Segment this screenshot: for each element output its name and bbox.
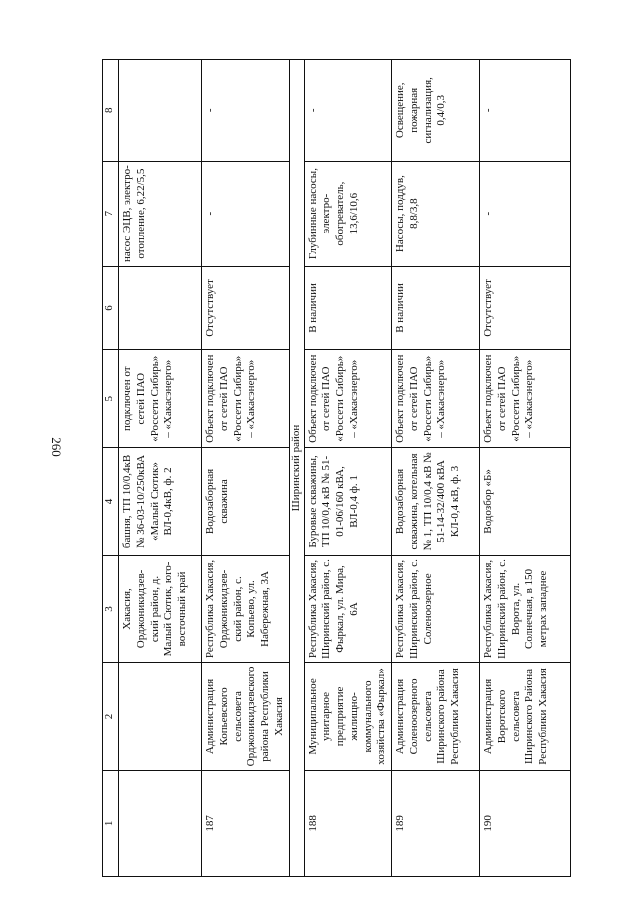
table-row bbox=[202, 60, 290, 877]
cell-other: - bbox=[480, 60, 571, 162]
cell-connection: Объект подключен от сетей ПАО «Россети Сибирь» – «Хакасэнерго» bbox=[480, 350, 571, 448]
cell-address: Республика Хакасия, Ширинский район, с. Соленоозерное bbox=[392, 555, 480, 663]
cell-num bbox=[119, 770, 202, 876]
cell-org: Администрация Копьевского сельсовета Орджоникидзевского района Республики Хакасия bbox=[202, 663, 290, 771]
rotated-table-wrapper bbox=[102, 59, 632, 877]
cell-other bbox=[119, 60, 202, 162]
table-row bbox=[392, 60, 480, 877]
cell-other: Освещение, пожарная сигнализация, 0,4/0,3 bbox=[392, 60, 480, 162]
table-row-continuation bbox=[119, 60, 202, 877]
header-cell: 5 bbox=[103, 350, 119, 448]
cell-status: Отсутствует bbox=[480, 266, 571, 350]
cell-object: Водозаборная скважина, котельная № 1, ТП 10/0,4 кВ № 51-14-32/400 кВА КЛ-0,4 кВ, ф. 3 bbox=[392, 448, 480, 556]
cell-equipment: - bbox=[202, 161, 290, 266]
cell-object: Водозаборная скважина bbox=[202, 448, 290, 556]
cell-org bbox=[119, 663, 202, 771]
header-row bbox=[103, 60, 119, 877]
header-cell: 2 bbox=[103, 663, 119, 771]
table-row bbox=[304, 60, 392, 877]
cell-status bbox=[119, 266, 202, 350]
cell-equipment: - bbox=[480, 161, 571, 266]
cell-org: Администрация Соленоозерного сельсовета Ширинского района Республики Хакасия bbox=[392, 663, 480, 771]
cell-num: 190 bbox=[480, 770, 571, 876]
power-objects-table bbox=[102, 59, 571, 877]
cell-status: В наличии bbox=[392, 266, 480, 350]
cell-connection: Объект подключен от сетей ПАО «Россети Сибирь» – «Хакасэнерго» bbox=[202, 350, 290, 448]
cell-num: 187 bbox=[202, 770, 290, 876]
header-cell: 1 bbox=[103, 770, 119, 876]
section-row bbox=[289, 60, 304, 877]
table-row bbox=[480, 60, 571, 877]
cell-other: - bbox=[202, 60, 290, 162]
page-number: 260 bbox=[49, 437, 64, 457]
cell-connection: подключен от сетей ПАО «Россети Сибирь» – «Хакасэнерго» bbox=[119, 350, 202, 448]
cell-num: 188 bbox=[304, 770, 392, 876]
cell-object: башня, ТП 10/0,4кВ № 36-03-10/250кВА «Малый Сютик» ВЛ-0,4кВ, ф. 2 bbox=[119, 448, 202, 556]
cell-address: Хакасия, Орджоникидзев-ский район, д. Малый Сютик, юго-восточный край bbox=[119, 555, 202, 663]
cell-address: Республика Хакасия, Ширинский район, с. Ворота, ул. Солнечная, в 150 метрах западнее bbox=[480, 555, 571, 663]
cell-other: - bbox=[304, 60, 392, 162]
header-cell: 3 bbox=[103, 555, 119, 663]
cell-status: В наличии bbox=[304, 266, 392, 350]
cell-num: 189 bbox=[392, 770, 480, 876]
cell-address: Республика Хакасия, Орджоникидзев-ский район, с. Копьево, ул. Набережная, 3А bbox=[202, 555, 290, 663]
header-cell: 6 bbox=[103, 266, 119, 350]
cell-org: Администрация Воротского сельсовета Ширинского Района Республики Хакасия bbox=[480, 663, 571, 771]
header-cell: 7 bbox=[103, 161, 119, 266]
cell-address: Республика Хакасия, Ширинский район, с. Фыркал, ул. Мира, 6А bbox=[304, 555, 392, 663]
section-title: Ширинский район bbox=[289, 60, 304, 877]
header-cell: 8 bbox=[103, 60, 119, 162]
cell-connection: Объект подключен от сетей ПАО «Россети Сибирь» – «Хакасэнерго» bbox=[304, 350, 392, 448]
cell-equipment: Глубинные насосы, электро-обогреватель, 13,6/10,6 bbox=[304, 161, 392, 266]
cell-object: Водозбор «Б» bbox=[480, 448, 571, 556]
cell-connection: Объект подключен от сетей ПАО «Россети Сибирь» – «Хакасэнерго» bbox=[392, 350, 480, 448]
header-cell: 4 bbox=[103, 448, 119, 556]
cell-org: Муниципальное унитарное предприятие жилищно-коммунального хозяйства «Фыркал» bbox=[304, 663, 392, 771]
cell-object: Буровые скважины, ТП 10/0,4 кВ № 51-01-06/160 кВА, ВЛ-0,4 ф. 1 bbox=[304, 448, 392, 556]
cell-status: Отсутствует bbox=[202, 266, 290, 350]
cell-equipment: насос ЭЦВ, электро-отопление, 6,22/5,5 bbox=[119, 161, 202, 266]
cell-equipment: Насосы, поддув, 8,8/3,8 bbox=[392, 161, 480, 266]
